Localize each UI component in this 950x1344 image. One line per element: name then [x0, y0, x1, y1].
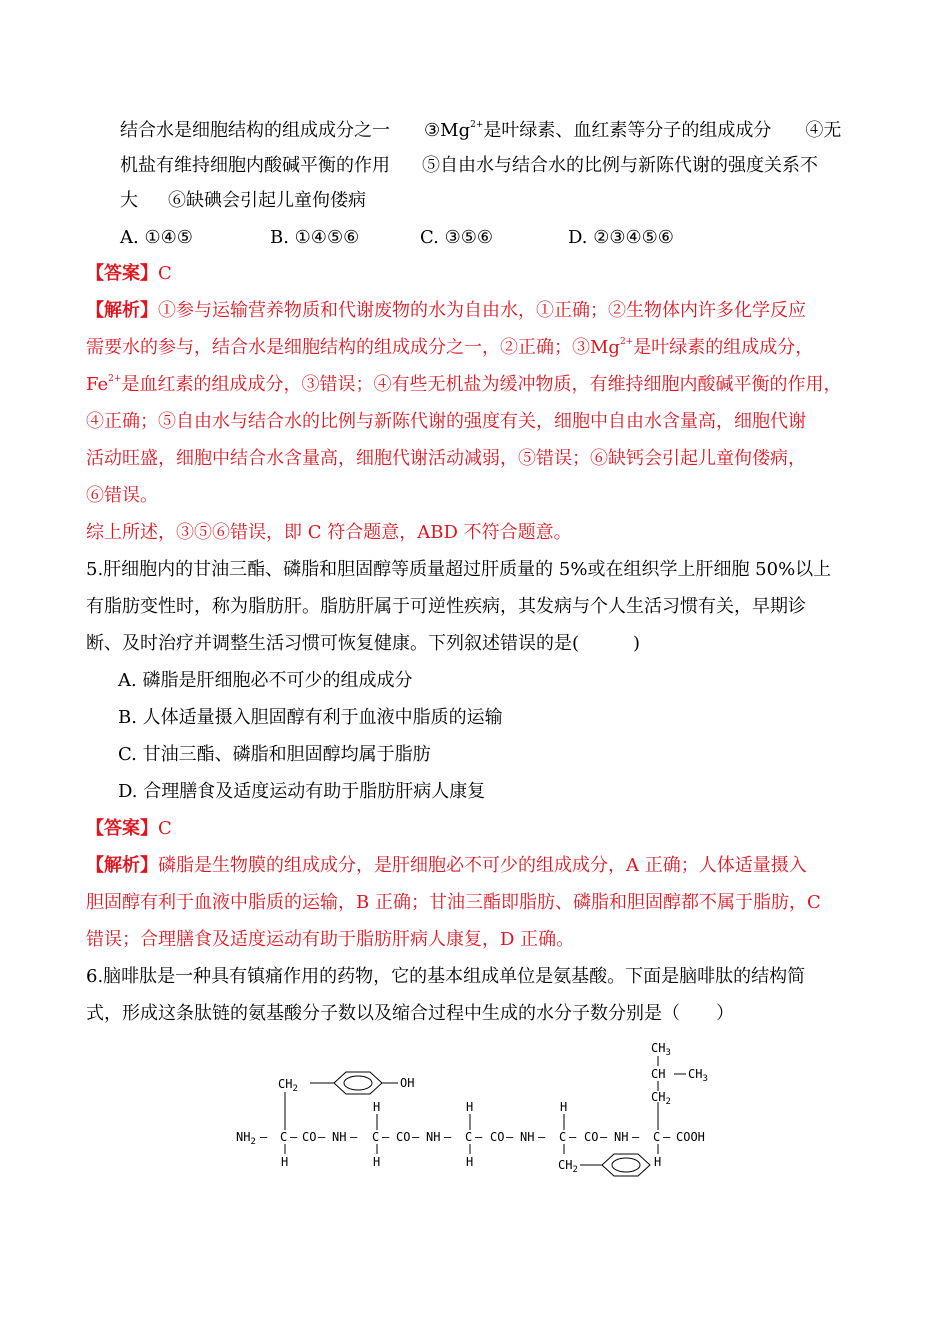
q5-stem-line-1: 5.肝细胞内的甘油三酯、磷脂和胆固醇等质量超过肝质量的 5%或在组织学上肝细胞 50%以上 [86, 559, 832, 580]
svg-text:CH3: $CH_3$ [688, 1067, 708, 1084]
q4-stem-line-1: 结合水是细胞结构的组成成分之一 $③Mg^{2+}$是叶绿素、血红素等分子的组成成分 ④无 [120, 120, 842, 141]
svg-text:—: — [290, 1130, 298, 1144]
svg-text:COOH: COOH [676, 1130, 705, 1144]
svg-text:C: C [559, 1130, 567, 1144]
svg-text:—: — [260, 1130, 268, 1144]
q5-answer: 【答案】C [86, 818, 172, 839]
svg-text:—: — [475, 1130, 483, 1144]
svg-text:C: C [280, 1130, 288, 1144]
benzene-ring-1 [334, 1072, 382, 1094]
svg-text:NH: NH [426, 1130, 441, 1144]
q4-analysis-line-5: 活动旺盛，细胞中结合水含量高，细胞代谢活动减弱，⑤错误；⑥缺钙会引起儿童佝偻病， [86, 448, 806, 469]
svg-text:CH2: $CH_2$ [558, 1158, 578, 1175]
svg-text:NH: NH [332, 1130, 347, 1144]
svg-text:NH: NH [614, 1130, 629, 1144]
svg-text:—: — [350, 1130, 358, 1144]
q5-option-c: C. 甘油三酯、磷脂和胆固醇均属于脂肪 [118, 744, 431, 765]
svg-text:H: H [466, 1155, 474, 1169]
q4-analysis-line-4: ④正确；⑤自由水与结合水的比例与新陈代谢的强度有关，细胞中自由水含量高，细胞代谢 [86, 411, 806, 432]
q5-analysis-line-2: 胆固醇有利于血液中脂质的运输，B 正确；甘油三酯即脂肪、磷脂和胆固醇都不属于脂肪，C [86, 892, 821, 913]
svg-text:C: C [465, 1130, 473, 1144]
svg-text:H: H [654, 1155, 662, 1169]
svg-text:—: — [538, 1130, 546, 1144]
svg-text:CH3: $CH_3$ [651, 1041, 671, 1058]
svg-text:NH: NH [520, 1130, 535, 1144]
svg-text:H: H [373, 1155, 381, 1169]
svg-text:C: C [653, 1130, 661, 1144]
formula-nh2: $NH_2$ [236, 1130, 256, 1147]
q4-option-c: C. ③⑤⑥ [420, 227, 493, 248]
q4-stem-line-3: 大 ⑥缺碘会引起儿童佝偻病 [120, 190, 366, 211]
svg-text:CH: CH [651, 1067, 666, 1081]
q5-stem-line-3: 断、及时治疗并调整生活习惯可恢复健康。下列叙述错误的是( ) [86, 633, 641, 654]
svg-text:OH: OH [400, 1076, 415, 1090]
q5-option-d: D. 合理膳食及适度运动有助于脂肪肝病人康复 [118, 781, 486, 802]
svg-text:—: — [632, 1130, 640, 1144]
q5-option-b: B. 人体适量摄入胆固醇有利于血液中脂质的运输 [118, 707, 503, 728]
svg-text:—: — [412, 1130, 420, 1144]
svg-text:CO: CO [396, 1130, 411, 1144]
svg-text:—: — [506, 1130, 514, 1144]
svg-text:CH2: $CH_2$ [278, 1077, 298, 1094]
benzene-ring-2 [602, 1154, 650, 1176]
svg-text:H: H [466, 1100, 474, 1114]
q4-analysis-line-1: 【解析】①参与运输营养物质和代谢废物的水为自由水，①正确；②生物体内许多化学反应 [86, 300, 806, 321]
q4-option-d: D. ②③④⑤⑥ [568, 227, 674, 248]
svg-text:CO: CO [584, 1130, 599, 1144]
svg-text:H: H [373, 1100, 381, 1114]
svg-text:H: H [560, 1100, 568, 1114]
q5-analysis-line-3: 错误；合理膳食及适度运动有助于脂肪肝病人康复，D 正确。 [86, 929, 575, 950]
q4-stem-line-2: 机盐有维持细胞内酸碱平衡的作用 ⑤自由水与结合水的比例与新陈代谢的强度关系不 [120, 155, 818, 176]
q4-option-a: A. ①④⑤ [120, 227, 193, 248]
svg-text:—: — [600, 1130, 608, 1144]
q4-option-b: B. ①④⑤⑥ [270, 227, 360, 248]
q4-analysis-line-7: 综上所述，③⑤⑥错误，即 C 符合题意，ABD 不符合题意。 [86, 522, 572, 543]
svg-text:CO: CO [302, 1130, 317, 1144]
q5-analysis-line-1: 【解析】磷脂是生物膜的组成成分，是肝细胞必不可少的组成成分，A 正确；人体适量摄入 [86, 855, 807, 876]
svg-text:CH2: $CH_2$ [651, 1090, 671, 1107]
enkephalin-structural-formula [230, 1030, 730, 1180]
q4-analysis-line-3: $Fe^{2+}$是血红素的组成成分，③错误；④有些无机盐为缓冲物质，有维持细胞内酸碱平衡的作用， [86, 374, 842, 395]
q6-stem-line-1: 6.脑啡肽是一种具有镇痛作用的药物，它的基本组成单位是氨基酸。下面是脑啡肽的结构简 [86, 966, 806, 987]
q4-options [120, 225, 674, 251]
q4-answer: 【答案】C [86, 263, 172, 284]
svg-text:—: — [382, 1130, 390, 1144]
q6-stem-line-2: 式，形成这条肽链的氨基酸分子数以及缩合过程中生成的水分子数分别是（ ） [86, 1003, 734, 1024]
svg-text:H: H [281, 1155, 289, 1169]
svg-text:—: — [444, 1130, 452, 1144]
svg-text:—: — [663, 1130, 671, 1144]
svg-text:C: C [372, 1130, 380, 1144]
svg-text:—: — [569, 1130, 577, 1144]
q4-analysis-line-6: ⑥错误。 [86, 485, 158, 506]
svg-text:—: — [318, 1130, 326, 1144]
svg-text:CO: CO [490, 1130, 505, 1144]
q5-stem-line-2: 有脂肪变性时，称为脂肪肝。脂肪肝属于可逆性疾病，其发病与个人生活习惯有关，早期诊 [86, 596, 806, 617]
q5-option-a: A. 磷脂是肝细胞必不可少的组成成分 [118, 670, 413, 691]
q4-analysis-line-2: 需要水的参与，结合水是细胞结构的组成成分之一，②正确；$③Mg^{2+}$是叶绿素的组成成分， [86, 337, 814, 358]
